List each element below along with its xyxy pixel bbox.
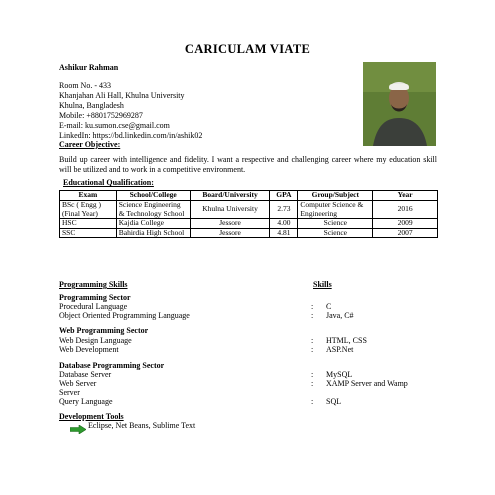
development-tools-heading: Development Tools (59, 412, 124, 421)
contact-room: Room No. - 433 (59, 81, 111, 90)
skill-colon: : (311, 345, 314, 354)
cell-gpa: 4.00 (270, 219, 298, 229)
programming-sector-title: Programming Sector (59, 293, 131, 302)
table-row (60, 228, 438, 238)
contact-email: E-mail: ku.sumon.cse@gmail.com (59, 121, 170, 130)
education-table (59, 190, 438, 238)
career-objective-text: Build up career with intelligence and fidelity. I want a respective and challenging career where my education skill will be utilized and to work in a competitive environment. (59, 155, 437, 174)
cell-exam: SSC (60, 228, 117, 238)
skill-colon: : (311, 311, 314, 320)
skill-value: MySQL (326, 370, 353, 379)
skill-colon: : (311, 336, 314, 345)
cell-gpa: 2.73 (270, 201, 298, 219)
cell-exam: HSC (60, 219, 117, 229)
table-header-row (60, 191, 438, 201)
skill-label: Web Server (59, 379, 97, 388)
skill-label: Procedural Language (59, 302, 128, 311)
skill-value: Java, C# (326, 311, 354, 320)
skill-value: HTML, CSS (326, 336, 367, 345)
contact-city: Khulna, Bangladesh (59, 101, 124, 110)
contact-linkedin: LinkedIn: https://bd.linkedin.com/in/ashik02 (59, 131, 203, 140)
skill-label: Query Language (59, 397, 113, 406)
database-sector-title: Database Programming Sector (59, 361, 165, 370)
skill-colon: : (311, 302, 314, 311)
contact-hall: Khanjahan Ali Hall, Khulna University (59, 91, 185, 100)
cell-board: Jessore (190, 228, 270, 238)
skill-value: C (326, 302, 332, 311)
skill-label: Web Development (59, 345, 119, 354)
contact-mobile: Mobile: +8801752969287 (59, 111, 143, 120)
skill-value: XAMP Server and Wamp (326, 379, 408, 388)
skill-colon: : (311, 379, 314, 388)
cell-board: Jessore (190, 219, 270, 229)
person-photo-icon (363, 62, 436, 146)
cell-exam: BSc ( Engg ) (Final Year) (60, 201, 117, 219)
development-tools-list: Eclipse, Net Beans, Sublime Text (88, 421, 196, 430)
education-heading: Educational Qualification: (63, 178, 154, 187)
skill-value: SQL (326, 397, 342, 406)
cell-year: 2016 (373, 201, 438, 219)
cell-year: 2009 (373, 219, 438, 229)
header-exam: Exam (60, 191, 117, 201)
cell-group: Science (298, 228, 373, 238)
cell-board: Khulna University (190, 201, 270, 219)
cell-school: Bahirdia High School (116, 228, 190, 238)
candidate-name: Ashikur Rahman (59, 63, 119, 72)
document-title: CARICULAM VIATE (184, 42, 311, 56)
header-school: School/College (116, 191, 190, 201)
header-gpa: GPA (270, 191, 298, 201)
cell-group: Science (298, 219, 373, 229)
profile-photo (363, 62, 436, 146)
programming-skills-heading: Programming Skills (59, 280, 128, 289)
skill-label: Object Oriented Programming Language (59, 311, 190, 320)
skill-colon: : (311, 370, 314, 379)
table-row (60, 219, 438, 229)
skill-value: ASP.Net (326, 345, 354, 354)
arrow-right-icon (70, 421, 86, 439)
header-year: Year (373, 191, 438, 201)
skill-label: Database Server (59, 370, 112, 379)
table-row (60, 201, 438, 219)
cell-group: Computer Science & Engineering (298, 201, 373, 219)
cell-year: 2007 (373, 228, 438, 238)
skills-heading: Skills (313, 280, 332, 289)
header-board: Board/University (190, 191, 270, 201)
cell-gpa: 4.81 (270, 228, 298, 238)
skill-label: Server (59, 388, 80, 397)
web-sector-title: Web Programming Sector (59, 326, 149, 335)
career-objective-heading: Career Objective: (59, 140, 121, 149)
header-group: Group/Subject (298, 191, 373, 201)
cell-school: Kajdia College (116, 219, 190, 229)
skill-colon: : (311, 397, 314, 406)
skill-label: Web Design Language (59, 336, 132, 345)
cell-school: Science Engineering & Technology School (116, 201, 190, 219)
